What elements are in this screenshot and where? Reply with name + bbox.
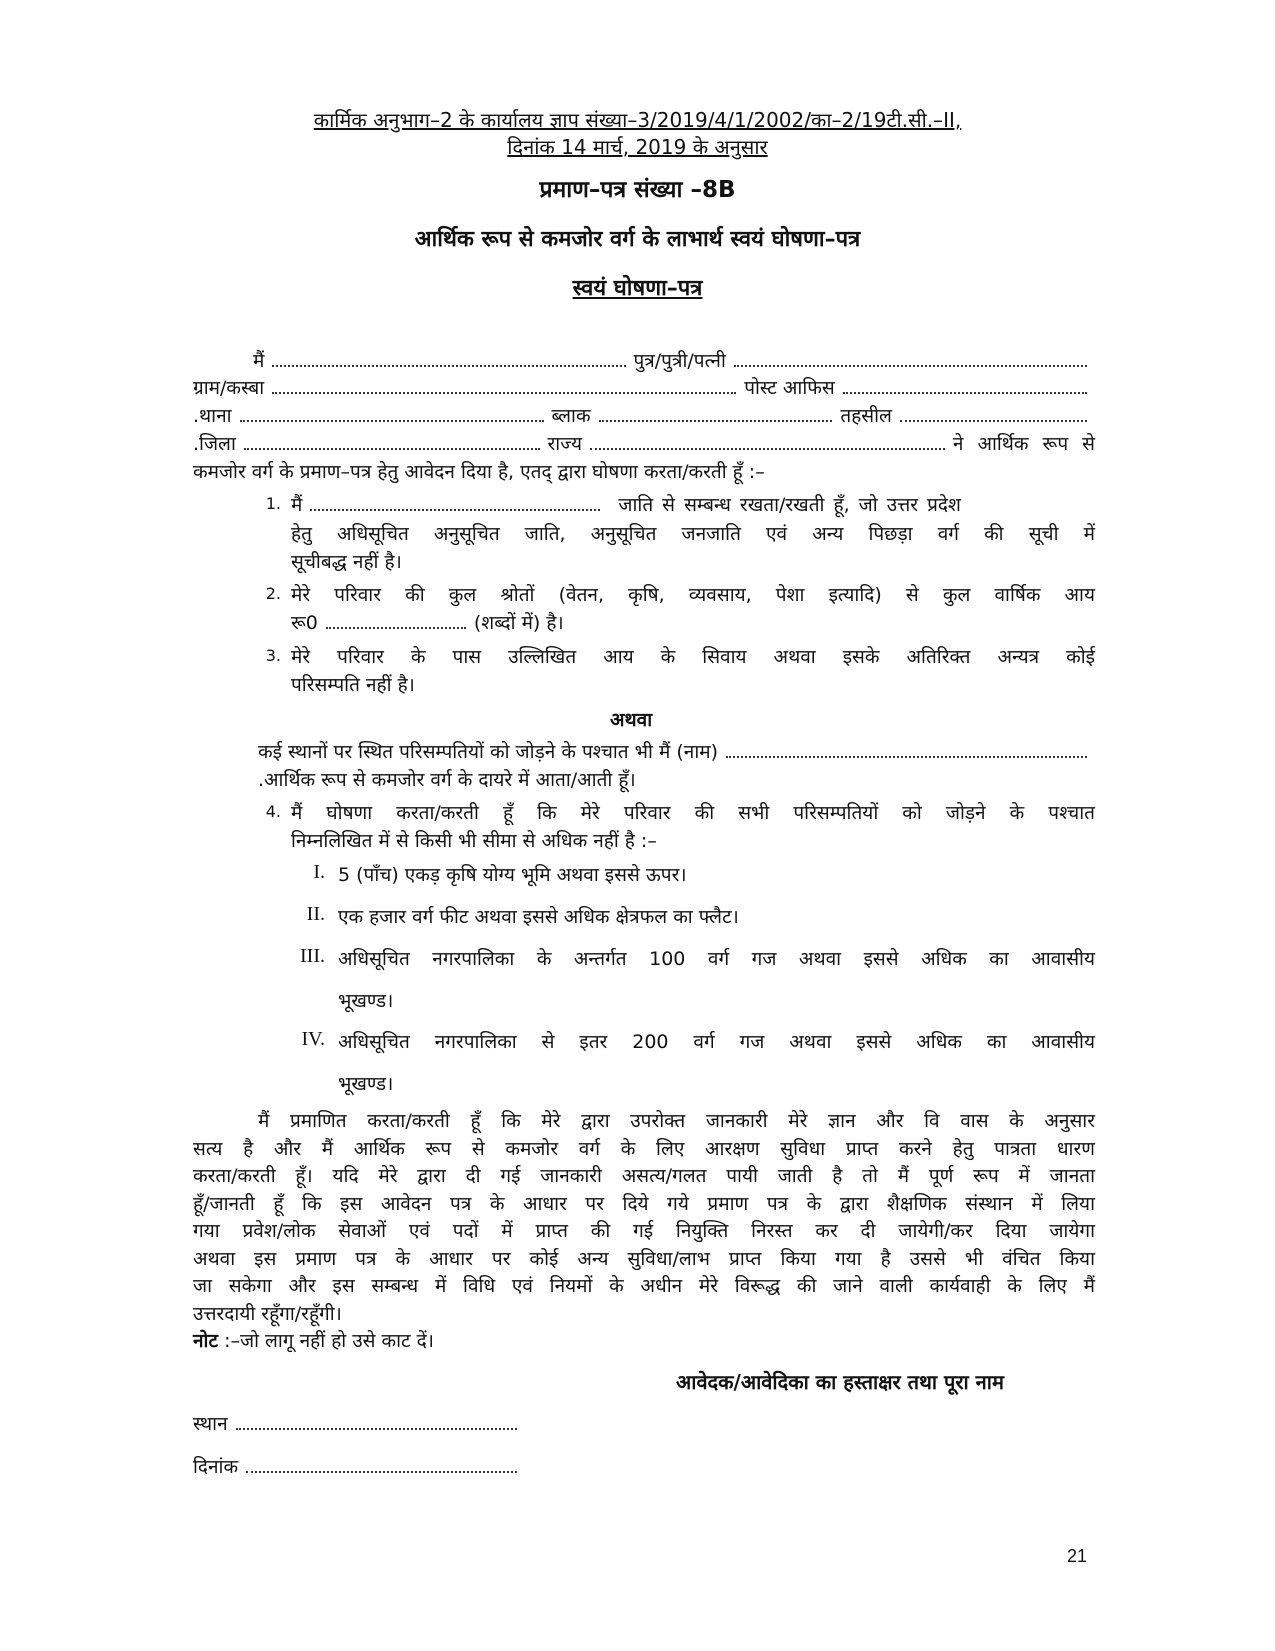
place-row: [193, 1410, 525, 1436]
thana-field[interactable]: [240, 416, 544, 422]
certificate-number: प्रमाण–पत्र संख्या –8B: [539, 177, 736, 203]
annual-income-field[interactable]: [326, 623, 466, 629]
or-line-a-text: कई स्थानों पर स्थित परिसम्पतियों को जोड़ने के पश्चात भी मैं (नाम): [258, 741, 719, 763]
declaration-line-2: सत्य है और मैं आर्थिक रूप से कमजोर वर्ग के लिए आरक्षण सुविधा प्राप्त करने हेतु पात्रता धारण: [193, 1138, 1095, 1160]
sub-item-3-text-b: भूखण्ड।: [338, 990, 394, 1012]
item-1-line-c: सूचीबद्ध नहीं है।: [291, 551, 402, 573]
item-2-number: 2.: [265, 584, 281, 603]
or-line-b: .आर्थिक रूप से कमजोर वर्ग के दायरे में आता/आती हूँ।: [258, 769, 636, 791]
form-title: स्वयं घोषणा–पत्र: [572, 276, 703, 301]
note-line: [193, 1327, 434, 1353]
date-label: दिनांक: [193, 1456, 239, 1478]
block-field[interactable]: [599, 416, 833, 422]
district-field[interactable]: [244, 444, 540, 450]
sub-item-3-number: III.: [300, 945, 325, 967]
item-1-tail: जाति से सम्बन्ध रखता/रखती हूँ, जो उत्तर प्रदेश: [618, 494, 961, 516]
state-field[interactable]: [590, 444, 945, 450]
date-field[interactable]: [246, 1467, 517, 1473]
sub-item-4-text-b: भूखण्ड।: [338, 1073, 394, 1095]
sub-item-4-text: अधिसूचित नगरपालिका से इतर 200 वर्ग गज अथवा इससे अधिक का आवासीय: [338, 1031, 1095, 1053]
application-statement: कमजोर वर्ग के प्रमाण–पत्र हेतु आवेदन दिया है, एतद् द्वारा घोषणा करता/करती हूँ :–: [193, 461, 765, 483]
district-row: [193, 430, 1095, 456]
declaration-line-5: गया प्रवेश/लोक सेवाओं एवं पदों में प्राप्त की गई नियुक्ति निरस्त कर दी जायेगी/कर दिया जायेगा: [193, 1220, 1095, 1242]
sub-item-3-text: अधिसूचित नगरपालिका के अन्तर्गत 100 वर्ग गज अथवा इससे अधिक का आवासीय: [338, 948, 1095, 970]
item-4-line-a: मैं घोषणा करता/करती हूँ कि मेरे परिवार की सभी परिसम्पतियों को जोड़ने के पश्चात: [291, 802, 1095, 824]
label-main: मैं: [253, 350, 265, 372]
order-reference-line: कार्मिक अनुभाग–2 के कार्यालय ज्ञाप संख्या–3/2019/4/1/2002/का–2/19टी.सी.–II,: [313, 108, 962, 132]
caste-field[interactable]: [310, 505, 600, 511]
sub-item-4-number: IV.: [301, 1028, 325, 1050]
item-1-line-a: [291, 491, 1095, 517]
place-field[interactable]: [236, 1424, 517, 1430]
note-text: :–जो लागू नहीं हो उसे काट दें।: [224, 1330, 434, 1352]
item-4-number: 4.: [265, 802, 281, 821]
thana-row: [193, 402, 1095, 428]
declaration-line-6: अथवा इस प्रमाण पत्र के आधार पर कोई अन्य सुविधा/लाभ प्राप्त किया गया है उससे भी वंचित किया: [193, 1248, 1095, 1270]
item-1-lead: मैं: [291, 494, 303, 516]
signature-label: आवेदक/आवेदिका का हस्ताक्षर तथा पूरा नाम: [676, 1370, 1004, 1394]
place-label: स्थान: [193, 1413, 228, 1435]
declaration-line-8: उत्तरदायी रहूँगा/रहूँगी।: [193, 1303, 342, 1325]
item-3-line-a: मेरे परिवार के पास उल्लिखित आय के सिवाय अथवा इसके अतिरिक्त अन्यत्र कोई: [291, 646, 1095, 668]
or-heading: अथवा: [610, 709, 653, 731]
declaration-line-4: हूँ/जानती हूँ कि इस आवेदन पत्र के आधार पर दिये गये प्रमाण पत्र के द्वारा शैक्षणिक संस्थान में लिया: [193, 1193, 1095, 1215]
item-1-line-b: हेतु अधिसूचित अनुसूचित जाति, अनुसूचित जनजाति एवं अन्य पिछड़ा वर्ग की सूची में: [291, 523, 1095, 545]
declaration-line-7: जा सकेगा और इस सम्बन्ध में विधि एवं नियमों के अधीन मेरे विरूद्ध की जाने वाली कार्यवाही के लिए मैं: [193, 1275, 1095, 1297]
item-3-line-b: परिसम्पति नहीं है।: [291, 674, 415, 696]
label-state: राज्य: [547, 433, 583, 455]
district-row-tail: ने आर्थिक रूप से: [952, 433, 1095, 455]
village-field[interactable]: [272, 388, 736, 394]
sub-item-2-number: II.: [306, 903, 325, 925]
item-2-line-b: [291, 609, 691, 635]
note-label: नोट: [193, 1330, 219, 1352]
declaration-line-1: मैं प्रमाणित करता/करती हूँ कि मेरे द्वारा उपरोक्त जानकारी मेरे ज्ञान और वि वास के अनुसार: [258, 1110, 1095, 1132]
label-block: ब्लाक: [551, 405, 591, 427]
name-field[interactable]: [272, 361, 625, 367]
sub-item-1-number: I.: [313, 861, 325, 883]
sub-item-1-text: 5 (पाँच) एकड़ कृषि योग्य भूमि अथवा इससे ऊपर।: [338, 864, 687, 886]
label-district: .जिला: [193, 433, 236, 455]
item-2-line-a: मेरे परिवार की कुल श्रोतों (वेतन, कृषि, व्यवसाय, पेशा इत्यादि) से कुल वार्षिक आय: [291, 584, 1095, 606]
declaration-line-3: करता/करती हूँ। यदि मेरे द्वारा दी गई जानकारी असत्य/गलत पायी जाती है तो मैं पूर्ण रूप में जानता: [193, 1165, 1095, 1187]
item-3-number: 3.: [265, 646, 281, 665]
label-relation: पुत्र/पुत्री/पत्नी: [633, 350, 726, 372]
page-number: 21: [1067, 1546, 1088, 1566]
item-1-number: 1.: [265, 494, 281, 513]
relation-name-field[interactable]: [734, 361, 1087, 367]
label-tehsil: तहसील: [840, 405, 892, 427]
or-line-a: [258, 738, 1095, 764]
item-4-line-b: निम्नलिखित में से किसी भी सीमा से अधिक नहीं है :–: [291, 830, 657, 852]
sub-item-2-text: एक हजार वर्ग फीट अथवा इससे अधिक क्षेत्रफल का फ्लैट।: [338, 906, 739, 928]
label-thana: .थाना: [193, 405, 232, 427]
order-date-line: दिनांक 14 मार्च, 2019 के अनुसार: [507, 135, 768, 159]
date-row: [193, 1453, 525, 1479]
label-village: ग्राम/कस्बा: [193, 377, 265, 399]
income-prefix: रू0: [291, 612, 318, 634]
assets-name-field[interactable]: [726, 752, 1087, 758]
post-office-field[interactable]: [843, 388, 1087, 394]
village-row: [193, 374, 1095, 400]
applicant-name-row: [193, 347, 1095, 373]
income-suffix: (शब्दों में) है।: [473, 612, 564, 634]
label-post-office: पोस्ट आफिस: [744, 377, 835, 399]
form-subtitle: आर्थिक रूप से कमजोर वर्ग के लाभार्थ स्वयं घोषणा–पत्र: [414, 227, 861, 252]
tehsil-field[interactable]: [900, 416, 1087, 422]
